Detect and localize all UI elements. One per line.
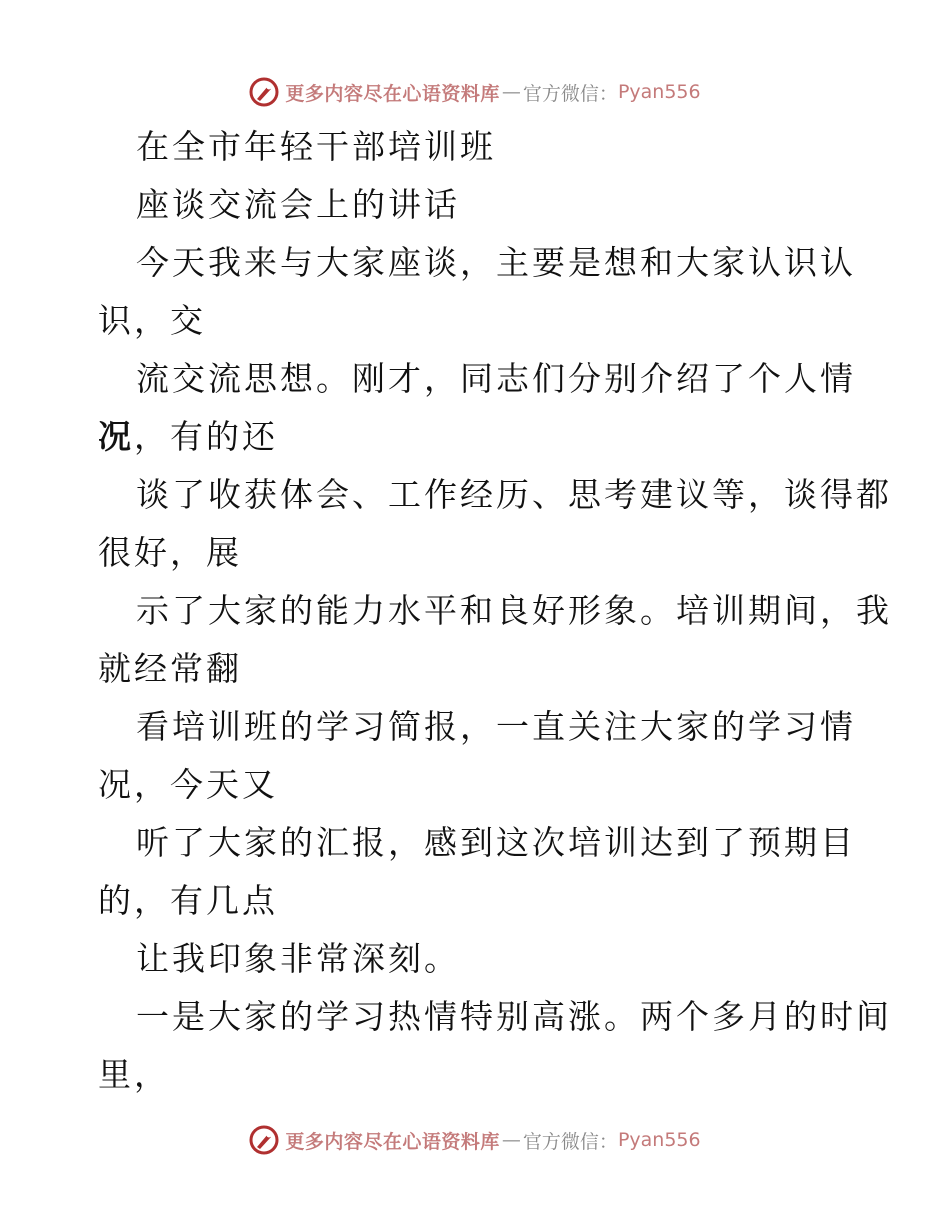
paragraph-line: 里， — [98, 1055, 170, 1094]
footer-watermark — [0, 1120, 950, 1160]
paragraph-line: 的，有几点 — [98, 881, 278, 920]
watermark-wechat-label: 官方微信： — [522, 1130, 618, 1153]
paragraph-line: 听了大家的汇报，感到这次培训达到了预期目 — [136, 823, 856, 862]
paragraph-line: 况，今天又 — [98, 765, 278, 804]
paragraph-line: 今天我来与大家座谈，主要是想和大家认识认 — [136, 243, 856, 282]
watermark-text: 更多内容尽在心语资料库 — [285, 1130, 500, 1153]
pen-nib-logo-icon — [249, 77, 279, 107]
paragraph-line: 流交流思想。刚才，同志们分别介绍了个人情 — [136, 359, 856, 398]
bold-character: 况 — [98, 417, 134, 456]
watermark-separator: — — [501, 81, 521, 103]
pen-nib-logo-icon — [249, 1125, 279, 1155]
paragraph-line: 就经常翻 — [98, 649, 242, 688]
document-body — [98, 118, 892, 1104]
watermark-text: 更多内容尽在心语资料库 — [285, 82, 500, 105]
header-watermark — [0, 72, 950, 112]
paragraph-line — [98, 408, 868, 466]
paragraph-line: 让我印象非常深刻。 — [136, 939, 460, 978]
paragraph-line: 识，交 — [98, 301, 206, 340]
paragraph-line: 一是大家的学习热情特别高涨。两个多月的时间 — [136, 997, 892, 1036]
title-line-1: 在全市年轻干部培训班 — [136, 127, 496, 166]
paragraph-line: 看培训班的学习简报，一直关注大家的学习情 — [136, 707, 856, 746]
paragraph-line-rest: ，有的还 — [134, 417, 278, 456]
watermark-separator: — — [501, 1129, 521, 1151]
paragraph-line: 很好，展 — [98, 533, 242, 572]
title-line-2: 座谈交流会上的讲话 — [136, 185, 460, 224]
watermark-wechat-label: 官方微信： — [522, 82, 618, 105]
paragraph-line: 示了大家的能力水平和良好形象。培训期间，我 — [136, 591, 892, 630]
watermark-wechat-id: Pyan556 — [617, 81, 701, 103]
watermark-wechat-id: Pyan556 — [617, 1129, 701, 1151]
paragraph-line: 谈了收获体会、工作经历、思考建议等，谈得都 — [136, 475, 892, 514]
